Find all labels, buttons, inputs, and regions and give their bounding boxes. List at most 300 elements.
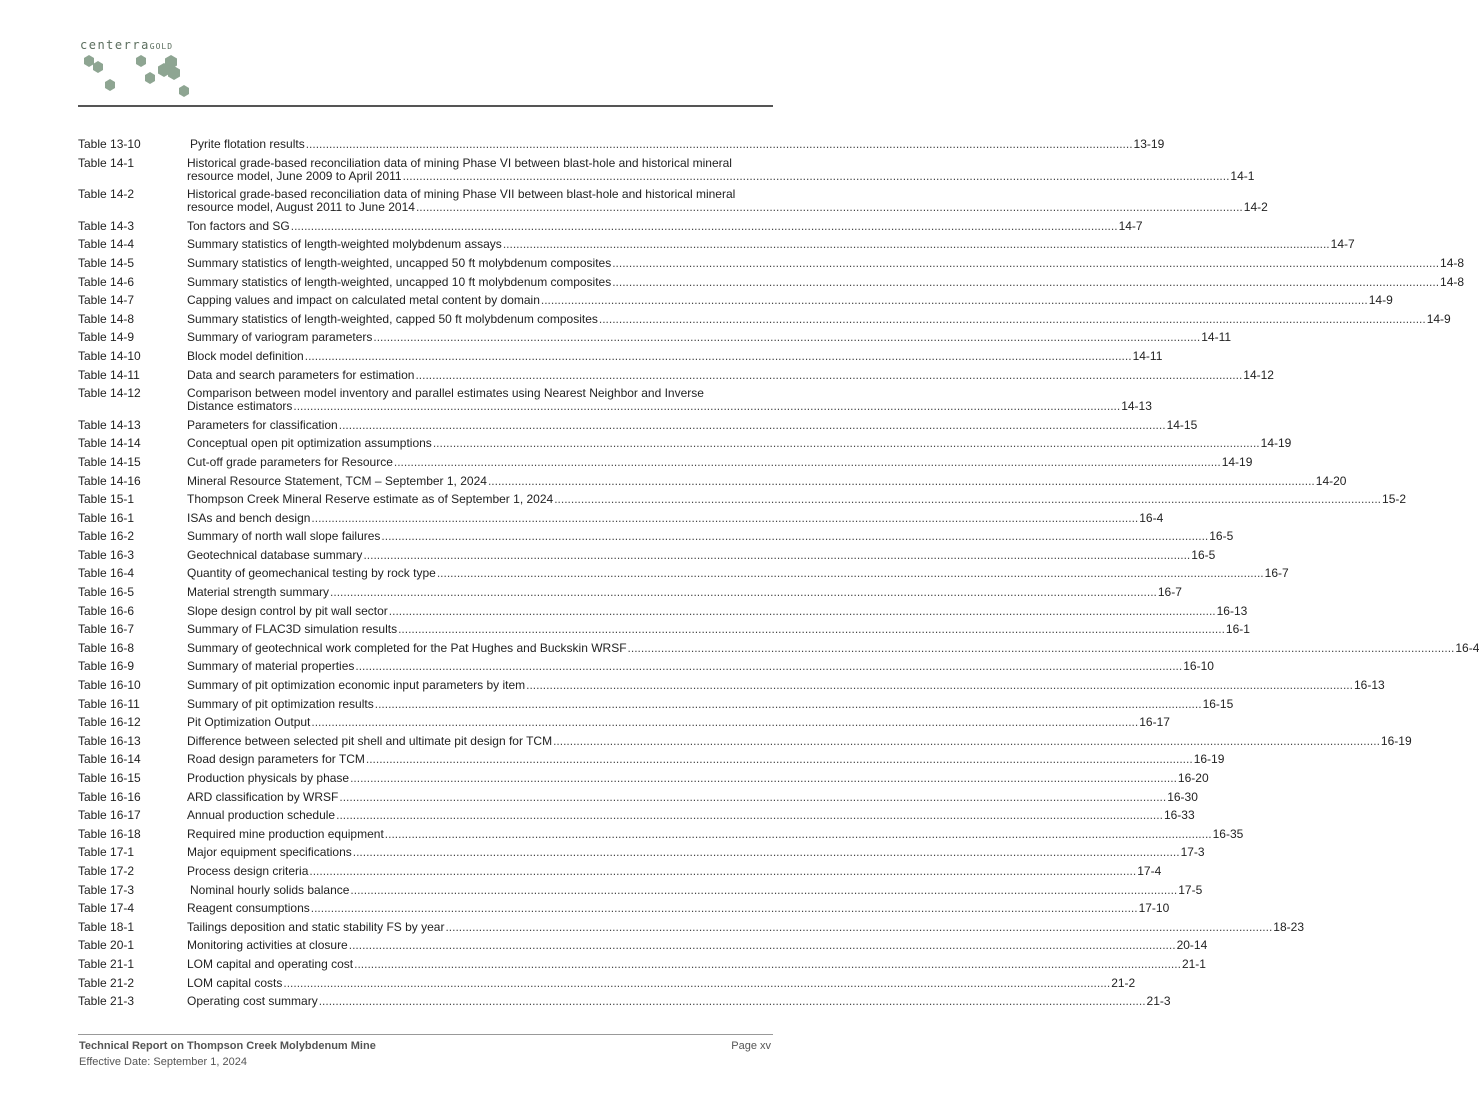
toc-title: Monitoring activities at closure [187, 938, 348, 953]
toc-entry[interactable] [78, 529, 1234, 544]
toc-page-number: 14-20 [1315, 473, 1347, 488]
toc-entry-body [187, 547, 1216, 562]
toc-title: Mineral Resource Statement, TCM – September 1, 2024 [187, 473, 487, 488]
toc-page-number: 17-5 [1178, 882, 1203, 897]
toc-title-final-line [187, 882, 1203, 897]
toc-entry[interactable] [78, 882, 1203, 897]
toc-entry[interactable] [78, 603, 1248, 618]
toc-dot-leader [349, 939, 1176, 952]
toc-dot-leader [309, 865, 1136, 878]
toc-page-number: 14-19 [1221, 454, 1253, 469]
toc-entry-body [187, 492, 1407, 507]
toc-title: Summary statistics of length-weighted molybdenum assays [187, 237, 502, 252]
toc-entry-body [187, 901, 1170, 916]
toc-dot-leader [366, 753, 1193, 766]
toc-entry-body [187, 696, 1234, 711]
toc-title-line: Comparison between model inventory and parallel estimates using Nearest Neighbor and Inverse [187, 386, 704, 401]
toc-table-number: Table 16-12 [78, 715, 141, 730]
toc-entry[interactable] [78, 640, 1479, 655]
toc-title: Summary of pit optimization results [187, 696, 374, 711]
toc-page-number: 16-15 [1202, 696, 1234, 711]
toc-title: Process design criteria [187, 863, 309, 878]
toc-title-final-line [187, 436, 1292, 451]
toc-page-number: 16-30 [1167, 789, 1198, 804]
toc-entry[interactable] [78, 826, 1244, 841]
toc-dot-leader [353, 846, 1180, 859]
toc-dot-leader [336, 809, 1163, 822]
hexagon [136, 55, 146, 67]
toc-dot-leader [363, 549, 1190, 562]
toc-title: Geotechnical database summary [187, 547, 363, 562]
toc-entry[interactable] [78, 348, 1163, 363]
toc-page-number: 15-2 [1382, 492, 1407, 507]
toc-entry-body [187, 956, 1206, 971]
toc-entry-body [187, 752, 1225, 767]
toc-entry-body [187, 311, 1451, 326]
toc-entry[interactable] [78, 386, 1152, 414]
toc-page-number: 14-15 [1166, 417, 1198, 432]
toc-page-number: 14-8 [1440, 274, 1465, 289]
toc-page-number: 16-13 [1216, 603, 1248, 618]
toc-dot-leader [415, 369, 1242, 382]
toc-title: Nominal hourly solids balance [190, 882, 350, 897]
toc-title-final-line [187, 399, 1152, 414]
toc-entry-body [187, 622, 1250, 637]
toc-title: Difference between selected pit shell and ultimate pit design for TCM [187, 733, 553, 748]
toc-title-final-line [187, 678, 1385, 693]
toc-dot-leader [311, 902, 1138, 915]
toc-entry[interactable] [78, 255, 1465, 270]
toc-title-final-line [187, 274, 1465, 289]
toc-title: LOM capital and operating cost [187, 956, 354, 971]
toc-entry-body [187, 510, 1164, 525]
toc-page-number: 16-33 [1163, 808, 1195, 823]
toc-page-number: 17-10 [1138, 901, 1170, 916]
toc-dot-leader [373, 331, 1200, 344]
toc-entry[interactable] [78, 492, 1407, 507]
toc-page-number: 16-5 [1209, 529, 1234, 544]
toc-entry[interactable] [78, 510, 1164, 525]
toc-table-number: Table 14-7 [78, 293, 135, 308]
toc-dot-leader [305, 350, 1132, 363]
toc-page-number: 14-11 [1132, 348, 1163, 363]
toc-entry[interactable] [78, 547, 1216, 562]
toc-title-final-line [187, 311, 1451, 326]
toc-table-number: Table 21-1 [78, 956, 135, 971]
toc-title: Tailings deposition and static stability FS by year [187, 919, 445, 934]
toc-table-number: Table 16-2 [78, 529, 135, 544]
toc-title: Required mine production equipment [187, 826, 384, 841]
toc-table-number: Table 14-14 [78, 436, 141, 451]
toc-dot-leader [311, 716, 1138, 729]
toc-entry[interactable] [78, 311, 1451, 326]
toc-page-number: 16-7 [1157, 585, 1182, 600]
toc-dot-leader [319, 995, 1146, 1008]
toc-table-number: Table 14-12 [78, 386, 141, 401]
toc-table-number: Table 14-8 [78, 311, 135, 326]
toc-table-number: Table 16-17 [78, 808, 141, 823]
toc-entry[interactable] [78, 436, 1292, 451]
toc-entry-body [187, 255, 1465, 270]
toc-entry[interactable] [78, 975, 1136, 990]
toc-title-line: Historical grade-based reconciliation data of mining Phase VII between blast-hole and historical mineral [187, 187, 736, 202]
toc-page-number: 16-13 [1353, 678, 1385, 693]
footer-page-number: Page xv [731, 1040, 771, 1052]
toc-title-final-line [187, 901, 1170, 916]
toc-title: Pit Optimization Output [187, 715, 311, 730]
toc-entry-body [187, 417, 1198, 432]
toc-entry-body [187, 566, 1289, 581]
toc-dot-leader [389, 605, 1216, 618]
toc-entry-body [187, 237, 1355, 252]
toc-page-number: 21-1 [1181, 956, 1206, 971]
toc-title-final-line [187, 771, 1209, 785]
toc-page-number: 13-19 [1133, 137, 1165, 151]
toc-entry-body [187, 330, 1232, 345]
toc-table-number: Table 16-8 [78, 640, 135, 655]
toc-dot-leader [503, 238, 1330, 251]
toc-entry-body [187, 155, 1255, 183]
toc-title: Summary statistics of length-weighted, uncapped 10 ft molybdenum composites [187, 274, 612, 289]
toc-entry[interactable] [78, 622, 1250, 637]
toc-entry[interactable] [78, 137, 1165, 151]
toc-dot-leader [311, 512, 1138, 525]
toc-page-number: 14-13 [1121, 399, 1152, 414]
toc-title: Data and search parameters for estimation [187, 367, 415, 382]
toc-entry[interactable] [78, 473, 1347, 488]
toc-table-number: Table 16-13 [78, 733, 141, 748]
toc-title-final-line [187, 752, 1225, 767]
toc-table-number: Table 16-4 [78, 566, 135, 581]
toc-page-number: 14-7 [1330, 237, 1355, 252]
hexagon-cluster-icon [80, 52, 200, 102]
toc-entry-body [187, 808, 1195, 823]
toc-dot-leader [339, 419, 1166, 432]
toc-title-final-line [187, 863, 1162, 878]
toc-entry[interactable] [78, 155, 1255, 183]
toc-page-number: 14-1 [1230, 168, 1255, 183]
toc-dot-leader [293, 400, 1120, 413]
toc-page-number: 16-20 [1177, 771, 1209, 785]
toc-entry[interactable] [78, 956, 1206, 971]
hexagon [93, 61, 103, 73]
logo-wordmark [80, 38, 173, 52]
toc-dot-leader [599, 313, 1426, 326]
toc-title: Production physicals by phase [187, 771, 350, 785]
toc-dot-leader [526, 679, 1353, 692]
toc-entry[interactable] [78, 367, 1274, 382]
toc-table-number: Table 14-5 [78, 255, 135, 270]
toc-entry-body [187, 585, 1182, 600]
toc-entry-body [187, 715, 1170, 730]
toc-entry-body [187, 975, 1136, 990]
toc-title: Distance estimators [187, 399, 293, 414]
toc-table-number: Table 21-3 [78, 994, 135, 1009]
toc-entry-body [187, 994, 1171, 1009]
toc-entry[interactable] [78, 696, 1234, 711]
toc-title-final-line [187, 417, 1198, 432]
toc-page-number: 14-9 [1368, 293, 1393, 308]
toc-entry-body [187, 473, 1347, 488]
toc-entry[interactable] [78, 454, 1253, 469]
toc-title: resource model, August 2011 to June 2014 [187, 200, 415, 215]
toc-table-number: Table 14-16 [78, 473, 141, 488]
toc-entry[interactable] [78, 901, 1170, 916]
toc-dot-leader [355, 660, 1182, 673]
toc-entry[interactable] [78, 715, 1170, 730]
toc-entry-body [187, 348, 1163, 363]
logo-text: centerra [80, 38, 150, 52]
toc-dot-leader [403, 170, 1230, 183]
toc-table-number: Table 14-4 [78, 237, 135, 252]
toc-title-final-line [187, 808, 1195, 823]
toc-title-final-line [187, 622, 1250, 637]
toc-entry-body [187, 919, 1304, 934]
toc-dot-leader [330, 586, 1157, 599]
toc-entry[interactable] [78, 919, 1304, 934]
toc-page-number: 16-19 [1193, 752, 1225, 767]
toc-page-number: 14-9 [1426, 311, 1451, 326]
toc-title-final-line [187, 473, 1347, 488]
toc-title: Summary of pit optimization economic input parameters by item [187, 678, 526, 693]
toc-page-number: 16-35 [1212, 826, 1244, 841]
toc-entry[interactable] [78, 187, 1268, 215]
toc-title-final-line [187, 975, 1136, 990]
toc-dot-leader [437, 567, 1264, 580]
toc-title-final-line [187, 510, 1164, 525]
toc-entry-body [187, 367, 1274, 382]
toc-entry[interactable] [78, 845, 1205, 860]
toc-title: Reagent consumptions [187, 901, 310, 916]
toc-dot-leader [381, 530, 1208, 543]
toc-page-number: 21-2 [1111, 975, 1136, 990]
toc-title: ARD classification by WRSF [187, 789, 339, 804]
toc-entry[interactable] [78, 274, 1465, 289]
toc-title-final-line [187, 938, 1208, 953]
toc-entry-body [187, 733, 1412, 748]
toc-title-final-line [187, 529, 1234, 544]
toc-entry-body [187, 771, 1209, 785]
toc-title: Thompson Creek Mineral Reserve estimate as of September 1, 2024 [187, 492, 554, 507]
toc-title-final-line [187, 218, 1143, 233]
toc-title: Parameters for classification [187, 417, 338, 432]
toc-title: Ton factors and SG [187, 218, 290, 233]
toc-title-final-line [187, 454, 1253, 469]
toc-page-number: 14-11 [1201, 330, 1232, 345]
toc-title: Annual production schedule [187, 808, 336, 823]
toc-table-number: Table 17-4 [78, 901, 135, 916]
toc-title-final-line [187, 168, 1255, 183]
toc-entry-body [187, 274, 1465, 289]
toc-entry-body [187, 678, 1385, 693]
toc-entry-body [187, 659, 1214, 674]
toc-entry[interactable] [78, 752, 1225, 767]
toc-table-number: Table 17-3 [78, 882, 135, 897]
toc-table-number: Table 20-1 [78, 938, 135, 953]
toc-dot-leader [553, 735, 1380, 748]
toc-entry[interactable] [78, 237, 1355, 252]
toc-dot-leader [306, 138, 1133, 151]
toc-title: Block model definition [187, 348, 304, 363]
toc-entry[interactable] [78, 733, 1412, 748]
header-divider [78, 105, 773, 107]
toc-title-final-line [187, 640, 1479, 655]
toc-dot-leader [350, 884, 1177, 897]
toc-entry-body [187, 218, 1143, 233]
hexagon [105, 79, 115, 91]
toc-entry[interactable] [78, 938, 1208, 953]
toc-dot-leader [283, 977, 1110, 990]
toc-title-final-line [187, 845, 1205, 860]
toc-entry-body [187, 529, 1234, 544]
toc-title-final-line [187, 994, 1171, 1009]
toc-dot-leader [354, 958, 1181, 971]
toc-dot-leader [291, 220, 1118, 233]
toc-entry[interactable] [78, 771, 1209, 785]
toc-entry-body [187, 789, 1198, 804]
toc-title-final-line [187, 715, 1170, 730]
toc-entry-body [187, 882, 1203, 897]
toc-table-number: Table 14-10 [78, 348, 141, 363]
toc-title-final-line [187, 348, 1163, 363]
toc-title-final-line [187, 367, 1274, 382]
toc-title-final-line [187, 603, 1248, 618]
toc-table-number: Table 14-1 [78, 155, 135, 170]
toc-table-number: Table 16-14 [78, 752, 141, 767]
toc-entry[interactable] [78, 218, 1143, 233]
toc-page-number: 14-12 [1243, 367, 1274, 382]
toc-table-number: Table 18-1 [78, 919, 135, 934]
toc-entry-body [187, 386, 1152, 414]
toc-title-final-line [187, 919, 1304, 934]
toc-title-final-line [187, 293, 1393, 308]
toc-dot-leader [350, 772, 1177, 785]
toc-page-number: 16-17 [1139, 715, 1170, 730]
toc-table-number: Table 15-1 [78, 492, 135, 507]
toc-title-final-line [187, 659, 1214, 674]
toc-dot-leader [628, 642, 1455, 655]
toc-page-number: 16-10 [1183, 659, 1214, 674]
toc-dot-leader [612, 276, 1439, 289]
toc-title-final-line [187, 585, 1182, 600]
toc-page-number: 14-19 [1260, 436, 1292, 451]
toc-title: Summary of north wall slope failures [187, 529, 381, 544]
toc-title: Slope design control by pit wall sector [187, 603, 388, 618]
toc-title-final-line [187, 330, 1232, 345]
toc-table-number: Table 16-5 [78, 585, 135, 600]
toc-entry-body [187, 863, 1162, 878]
toc-entry-body [187, 603, 1248, 618]
toc-table-number: Table 14-9 [78, 330, 135, 345]
toc-entry-body [187, 640, 1479, 655]
toc-entry[interactable] [78, 293, 1393, 308]
toc-title-final-line [187, 566, 1289, 581]
toc-page-number: 14-2 [1243, 200, 1268, 215]
toc-title-line: Historical grade-based reconciliation data of mining Phase VI between blast-hole and historical mineral [187, 155, 732, 170]
toc-table-number: Table 16-9 [78, 659, 135, 674]
toc-page-number: 16-4 [1139, 510, 1164, 525]
toc-page-number: 16-5 [1191, 547, 1216, 562]
toc-page-number: 16-19 [1380, 733, 1412, 748]
toc-entry-body [187, 845, 1205, 860]
toc-title-final-line [187, 237, 1355, 252]
toc-page-number: 14-8 [1440, 255, 1465, 270]
toc-title: resource model, June 2009 to April 2011 [187, 168, 402, 183]
toc-title: Conceptual open pit optimization assumptions [187, 436, 432, 451]
hexagon [84, 55, 94, 67]
toc-dot-leader [394, 456, 1221, 469]
toc-entry[interactable] [78, 678, 1385, 693]
toc-table-number: Table 16-16 [78, 789, 141, 804]
toc-title: Road design parameters for TCM [187, 752, 365, 767]
company-logo [80, 38, 210, 100]
toc-table-number: Table 16-18 [78, 826, 141, 841]
toc-table-number: Table 16-3 [78, 547, 135, 562]
toc-dot-leader [554, 493, 1381, 506]
toc-entry[interactable] [78, 330, 1232, 345]
toc-entry-body [187, 187, 1268, 215]
toc-page-number: 16-7 [1264, 566, 1289, 581]
toc-table-number: Table 14-11 [78, 367, 140, 382]
toc-table-number: Table 16-10 [78, 678, 141, 693]
toc-entry[interactable] [78, 585, 1182, 600]
toc-title-final-line [187, 696, 1234, 711]
toc-title-final-line [187, 826, 1244, 841]
toc-table-number: Table 16-11 [78, 696, 140, 711]
toc-title: Pyrite flotation results [190, 137, 305, 151]
toc-page-number: 16-1 [1225, 622, 1250, 637]
toc-table-number: Table 14-13 [78, 417, 141, 432]
toc-dot-leader [375, 698, 1202, 711]
toc-dot-leader [433, 437, 1260, 450]
toc-entry[interactable] [78, 417, 1198, 432]
toc-entry[interactable] [78, 808, 1195, 823]
hexagon [179, 85, 189, 97]
toc-title-final-line [187, 137, 1165, 151]
footer-divider [78, 1034, 773, 1035]
toc-table-number: Table 16-6 [78, 603, 135, 618]
toc-dot-leader [416, 201, 1243, 214]
hexagon [145, 72, 155, 84]
toc-title: Capping values and impact on calculated metal content by domain [187, 293, 540, 308]
toc-title: Summary statistics of length-weighted, capped 50 ft molybdenum composites [187, 311, 598, 326]
toc-title-final-line [187, 492, 1407, 507]
toc-table-number: Table 14-15 [78, 454, 141, 469]
toc-entry[interactable] [78, 863, 1162, 878]
toc-entry[interactable] [78, 789, 1198, 804]
logo-suffix: GOLD [149, 42, 174, 51]
toc-entry-body [187, 137, 1165, 151]
toc-entry[interactable] [78, 566, 1289, 581]
toc-title: Major equipment specifications [187, 845, 352, 860]
toc-title-final-line [187, 547, 1216, 562]
toc-dot-leader [541, 294, 1368, 307]
toc-title: Summary of FLAC3D simulation results [187, 622, 398, 637]
toc-dot-leader [488, 475, 1315, 488]
toc-dot-leader [398, 623, 1225, 636]
list-of-tables [78, 137, 1479, 1014]
toc-table-number: Table 13-10 [78, 137, 141, 151]
footer-report-title: Technical Report on Thompson Creek Molybdenum Mine [79, 1040, 376, 1052]
toc-table-number: Table 14-3 [78, 218, 135, 233]
toc-entry-body [187, 826, 1244, 841]
toc-entry-body [187, 454, 1253, 469]
toc-title: Quantity of geomechanical testing by rock type [187, 566, 436, 581]
toc-entry[interactable] [78, 994, 1171, 1009]
toc-entry-body [187, 293, 1393, 308]
toc-entry[interactable] [78, 659, 1214, 674]
toc-dot-leader [339, 791, 1166, 804]
